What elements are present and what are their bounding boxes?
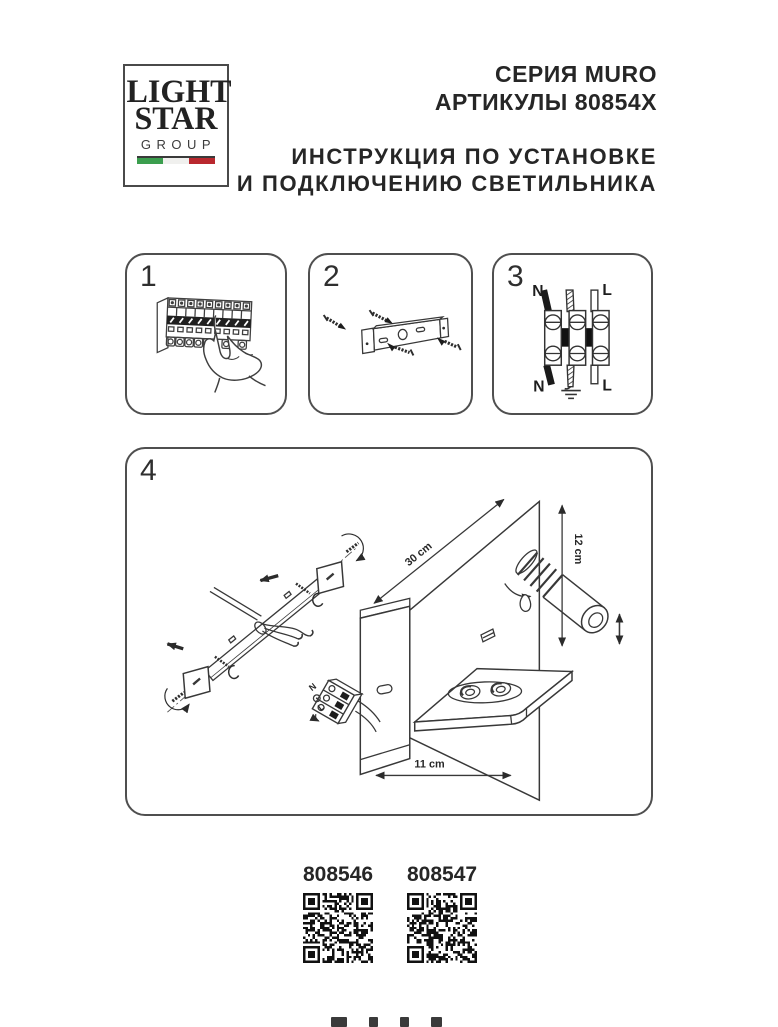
label-n-top: N — [532, 283, 543, 300]
qr-label: 808547 — [407, 863, 477, 887]
screw-4 — [437, 337, 461, 350]
step-2-panel — [308, 253, 473, 415]
label-l-bottom: L — [602, 378, 612, 395]
step-1-panel — [125, 253, 287, 415]
step-1-illustration — [127, 255, 285, 413]
dim-30cm-label: 30 cm — [403, 540, 435, 569]
flag-white — [163, 158, 189, 164]
qr-item-808547 — [407, 863, 477, 963]
step-4-assembly-drawing — [127, 449, 651, 814]
mounting-bracket — [362, 317, 449, 354]
rail-screw-top — [342, 534, 364, 561]
lightstar-logo — [123, 64, 229, 187]
qr-code-image — [303, 893, 373, 963]
step-3-wiring-diagram — [494, 255, 651, 413]
driver-housing — [360, 598, 409, 774]
page-title — [237, 143, 657, 197]
neutral-wire-bottom — [547, 365, 552, 385]
qr-item-808546 — [303, 863, 373, 963]
earth-wire-bottom — [567, 365, 574, 386]
step-3-panel — [492, 253, 653, 415]
neutral-wire-top — [544, 290, 549, 311]
series-header — [435, 60, 657, 116]
dim-12cm-label: 12 cm — [572, 533, 584, 564]
article-qr-codes — [303, 863, 477, 963]
label-n-bottom: N — [533, 379, 544, 396]
step-3-number: 3 — [507, 260, 524, 294]
terminal-n-label: N — [307, 681, 318, 693]
flag-green — [137, 158, 163, 164]
live-wire-top — [591, 290, 598, 311]
title-line-1: ИНСТРУКЦИЯ ПО УСТАНОВКЕ — [237, 143, 657, 170]
live-wire-bottom — [591, 365, 598, 384]
step-2-illustration — [310, 255, 471, 413]
italian-flag-stripe — [137, 156, 215, 164]
step-4-number: 4 — [140, 454, 157, 488]
step-2-number: 2 — [323, 260, 340, 294]
qr-code-image — [407, 893, 477, 963]
series-name: СЕРИЯ MURO — [435, 60, 657, 88]
logo-word-group: GROUP — [125, 137, 227, 152]
logo-word-star: STAR — [127, 106, 226, 133]
qr-label: 808546 — [303, 863, 373, 887]
screw-1 — [324, 315, 346, 330]
title-line-2: И ПОДКЛЮЧЕНИЮ СВЕТИЛЬНИКА — [237, 170, 657, 197]
dim-11cm-label: 11 cm — [414, 759, 444, 771]
articles-line: АРТИКУЛЫ 80854X — [435, 88, 657, 116]
terminal-l-label: L — [316, 701, 327, 713]
screw-2 — [370, 310, 393, 324]
step-4-panel — [125, 447, 653, 816]
earth-ground-symbol — [561, 387, 581, 399]
cutoff-text-fragment — [331, 1017, 442, 1027]
step-1-number: 1 — [140, 260, 157, 294]
logo-word-light: LIGHT — [127, 79, 226, 106]
flag-red — [189, 158, 215, 164]
earth-wire-top — [566, 290, 574, 311]
label-l-top: L — [602, 282, 612, 299]
